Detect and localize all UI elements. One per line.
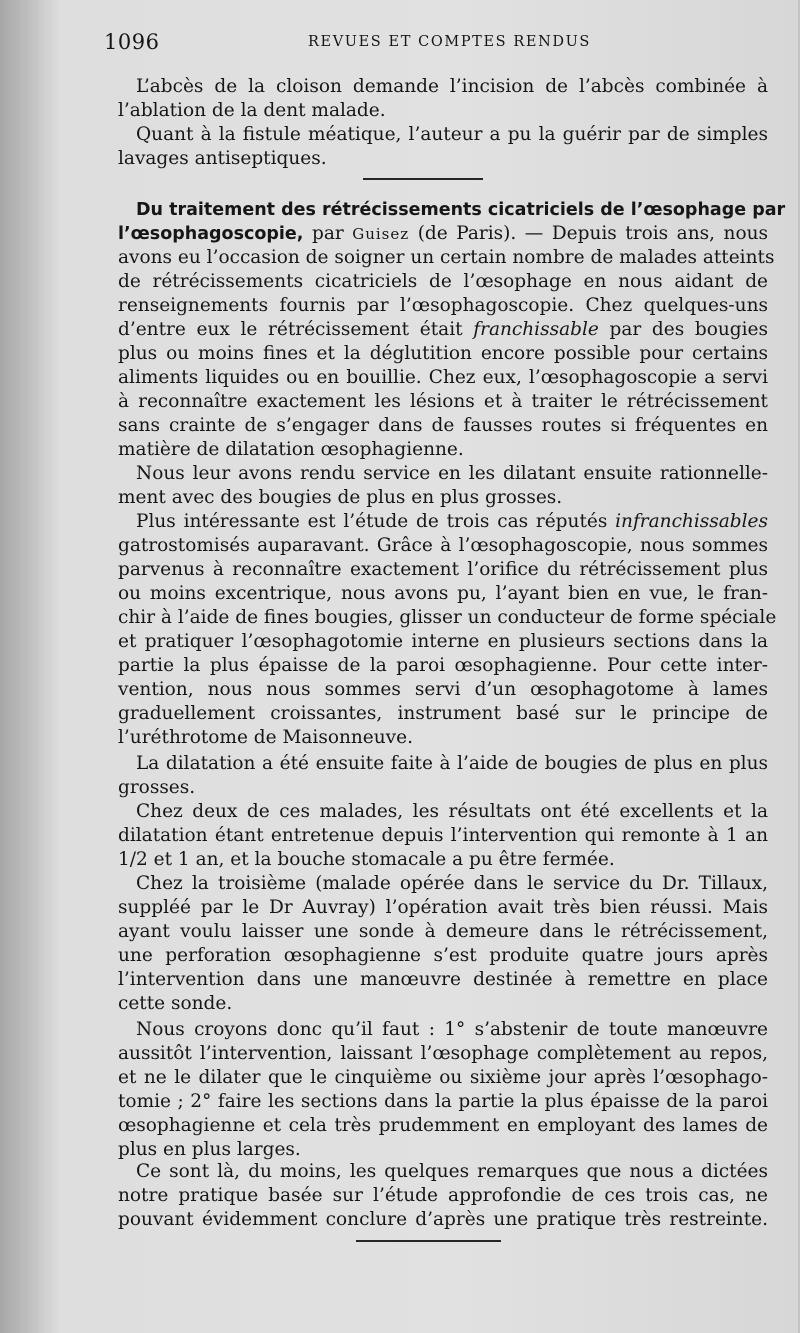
page-number: 1096 bbox=[104, 30, 160, 54]
body-line: l’intervention dans une manœuvre destinée à remettre en place bbox=[118, 969, 768, 990]
article-title-line-2 bbox=[118, 222, 768, 246]
body-line: de rétrécissements cicatriciels de l’œsophage en nous aidant de bbox=[118, 271, 768, 292]
body-text: d’entre eux le rétrécissement était bbox=[118, 319, 474, 340]
body-line: Chez la troisième (malade opérée dans le service du Dr. Tillaux, bbox=[136, 873, 768, 894]
body-line: Nous croyons donc qu’il faut : 1° s’abstenir de toute manœuvre bbox=[136, 1019, 768, 1040]
body-text: par des bougies bbox=[598, 319, 768, 340]
body-line: plus ou moins fines et la déglutition encore possible pour certains bbox=[118, 343, 768, 364]
section-divider bbox=[363, 178, 483, 180]
body-line: aussitôt l’intervention, laissant l’œsophage complètement au repos, bbox=[118, 1043, 768, 1064]
body-line: pouvant évidemment conclure d’après une pratique très restreinte. bbox=[118, 1209, 768, 1230]
body-line: œsophagienne et cela très prudemment en employant des lames de bbox=[118, 1115, 768, 1136]
running-head: REVUES ET COMPTES RENDUS bbox=[308, 34, 591, 50]
italic-term: infranchissables bbox=[615, 511, 768, 532]
body-text: Plus intéressante est l’étude de trois cas réputés bbox=[136, 511, 616, 532]
intro-line: l’ablation de la dent malade. bbox=[118, 100, 386, 121]
body-line: ayant voulu laisser une sonde à demeure dans le rétrécissement, bbox=[118, 921, 768, 942]
article-title-end: l’œsophagoscopie, bbox=[118, 224, 304, 244]
body-line: sans crainte de s’engager dans de fausses routes si fréquentes en bbox=[118, 415, 768, 436]
intro-line: Quant à la fistule méatique, l’auteur a pu la guérir par de simples bbox=[136, 124, 768, 145]
body-line: chir à l’aide de fines bougies, glisser un conducteur de forme spéciale bbox=[118, 607, 777, 628]
body-line bbox=[136, 510, 768, 534]
body-line: plus en plus larges. bbox=[118, 1139, 301, 1160]
body-line: dilatation étant entretenue depuis l’intervention qui remonte à 1 an bbox=[118, 825, 768, 846]
body-line: gatrostomisés auparavant. Grâce à l’œsophagoscopie, nous sommes bbox=[118, 535, 768, 556]
body-line: vention, nous nous sommes servi d’un œsophagotome à lames bbox=[118, 679, 768, 700]
body-line: Chez deux de ces malades, les résultats ont été excellents et la bbox=[136, 801, 768, 822]
body-line: 1/2 et 1 an, et la bouche stomacale a pu être fermée. bbox=[118, 849, 615, 870]
body-line: l’uréthrotome de Maisonneuve. bbox=[118, 727, 413, 748]
body-line: graduellement croissantes, instrument basé sur le principe de bbox=[118, 703, 768, 724]
book-page bbox=[38, 0, 798, 1333]
body-line: aliments liquides ou en bouillie. Chez eux, l’œsophagoscopie a servi bbox=[118, 367, 768, 388]
end-divider bbox=[356, 1240, 501, 1242]
body-line: et pratiquer l’œsophagotomie interne en plusieurs sections dans la bbox=[118, 631, 768, 652]
page-header bbox=[104, 30, 800, 60]
intro-line: L’abcès de la cloison demande l’incision de l’abcès combinée à bbox=[136, 76, 768, 97]
body-line: notre pratique basée sur l’étude approfondie de ces trois cas, ne bbox=[118, 1185, 768, 1206]
body-line: à reconnaître exactement les lésions et à traiter le rétrécissement bbox=[118, 391, 768, 412]
body-line: renseignements fournis par l’œsophagoscopie. Chez quelques-uns bbox=[118, 295, 768, 316]
body-line: suppléé par le Dr Auvray) l’opération avait très bien réussi. Mais bbox=[118, 897, 768, 918]
body-line: grosses. bbox=[118, 777, 196, 798]
intro-line: lavages antiseptiques. bbox=[118, 148, 327, 169]
body-line: cette sonde. bbox=[118, 993, 233, 1014]
body-line: parvenus à reconnaître exactement l’orifice du rétrécissement plus bbox=[118, 559, 768, 580]
italic-term: franchissable bbox=[473, 319, 599, 340]
body-line: tomie ; 2° faire les sections dans la partie la plus épaisse de la paroi bbox=[118, 1091, 768, 1112]
body-line: Nous leur avons rendu service en les dilatant ensuite rationnelle- bbox=[136, 463, 768, 484]
by-text: par bbox=[303, 223, 353, 244]
body-line: une perforation œsophagienne s’est produite quatre jours après bbox=[118, 945, 768, 966]
body-line: matière de dilatation œsophagienne. bbox=[118, 439, 464, 460]
body-line: partie la plus épaisse de la paroi œsophagienne. Pour cette inter- bbox=[118, 655, 768, 676]
author-name: Guisez bbox=[352, 225, 410, 243]
body-line: et ne le dilater que le cinquième ou sixième jour après l’œsophago- bbox=[118, 1067, 768, 1088]
body-line: La dilatation a été ensuite faite à l’aide de bougies de plus en plus bbox=[136, 753, 768, 774]
body-line: ment avec des bougies de plus en plus grosses. bbox=[118, 487, 563, 508]
body-line: avons eu l’occasion de soigner un certain nombre de malades atteints bbox=[118, 247, 775, 268]
article-title: Du traitement des rétrécissements cicatriciels de l’œsophage par bbox=[136, 200, 786, 220]
body-line: ou moins excentrique, nous avons pu, l’ayant bien en vue, le fran- bbox=[118, 583, 768, 604]
body-line: Ce sont là, du moins, les quelques remarques que nous a dictées bbox=[136, 1161, 768, 1182]
body-line bbox=[118, 318, 768, 342]
article-first-line: (de Paris). — Depuis trois ans, nous bbox=[409, 223, 768, 244]
